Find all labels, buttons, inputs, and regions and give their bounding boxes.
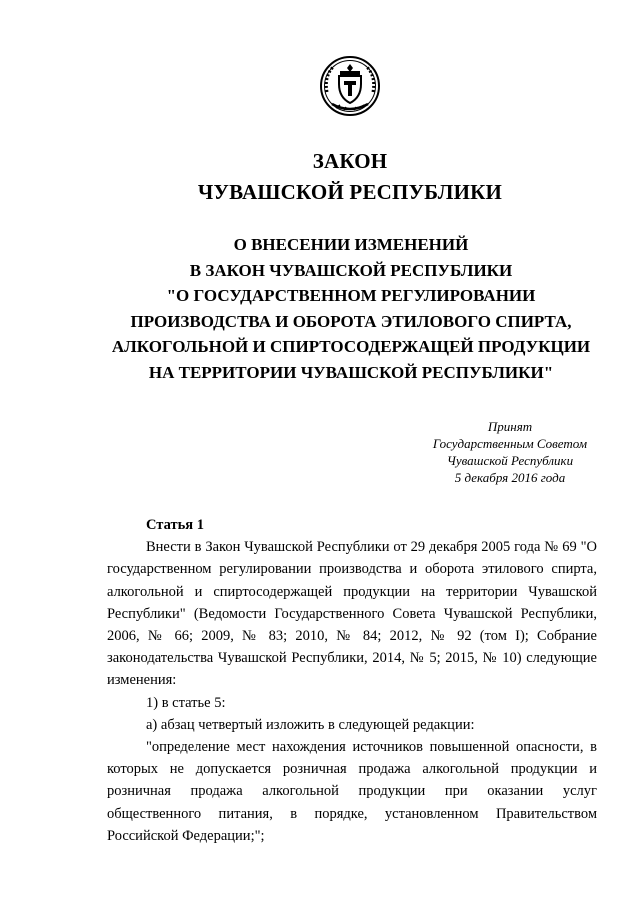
adoption-note: [400, 418, 620, 486]
subject-line: НА ТЕРРИТОРИИ ЧУВАШСКОЙ РЕСПУБЛИКИ": [148, 362, 554, 382]
subject-line: АЛКОГОЛЬНОЙ И СПИРТОСОДЕРЖАЩЕЙ ПРОДУКЦИИ: [111, 337, 591, 356]
subject-line: О ВНЕСЕНИИ ИЗМЕНЕНИЙ: [233, 235, 469, 254]
item-1: 1) в статье 5:: [146, 694, 226, 711]
law-subject: [96, 232, 606, 385]
subject-line: ПРОИЗВОДСТВА И ОБОРОТА ЭТИЛОВОГО СПИРТА,: [130, 311, 572, 331]
law-region: ЧУВАШСКОЙ РЕСПУБЛИКИ: [197, 180, 503, 204]
article-heading: Статья 1: [146, 517, 204, 533]
subject-line: В ЗАКОН ЧУВАШСКОЙ РЕСПУБЛИКИ: [189, 260, 513, 280]
adoption-line: Чувашской Республики: [446, 453, 574, 468]
article-intro-paragraph: Внести в Закон Чувашской Республики от 29 декабря 2005 года № 69 "О государственном регулировании производства и оборота этилового спирта, алкогольной и спиртосодержащей продукции на территории Чувашской Республики" (Ведомости Государственного Совета Чувашской Республики, 2006, № 66; 2009, № 83; 2010, № 84; 2012, № 92 (том I); Собрание законодательства Чувашской Республики, 2014, № 5; 2015, № 10) следующие изменения:: [107, 539, 597, 689]
article-body: [107, 514, 597, 847]
adoption-date: 5 декабря 2016 года: [454, 470, 566, 485]
subject-line: "О ГОСУДАРСТВЕННОМ РЕГУЛИРОВАНИИ: [166, 286, 536, 305]
adoption-line: Принят: [487, 419, 533, 434]
law-title: ЗАКОН: [312, 149, 388, 173]
quoted-text-paragraph: "определение мест нахождения источников повышенной опасности, в которых не допускается розничная продажа алкогольной продукции и розничная продажа алкогольной продукции при оказании услуг общественного питания, в порядке, установленном Правительством Российской Федерации;";: [107, 739, 597, 844]
item-1a: а) абзац четвертый изложить в следующей редакции:: [146, 716, 475, 733]
chuvash-republic-emblem: [318, 54, 382, 118]
adoption-line: Государственным Советом: [432, 436, 588, 451]
